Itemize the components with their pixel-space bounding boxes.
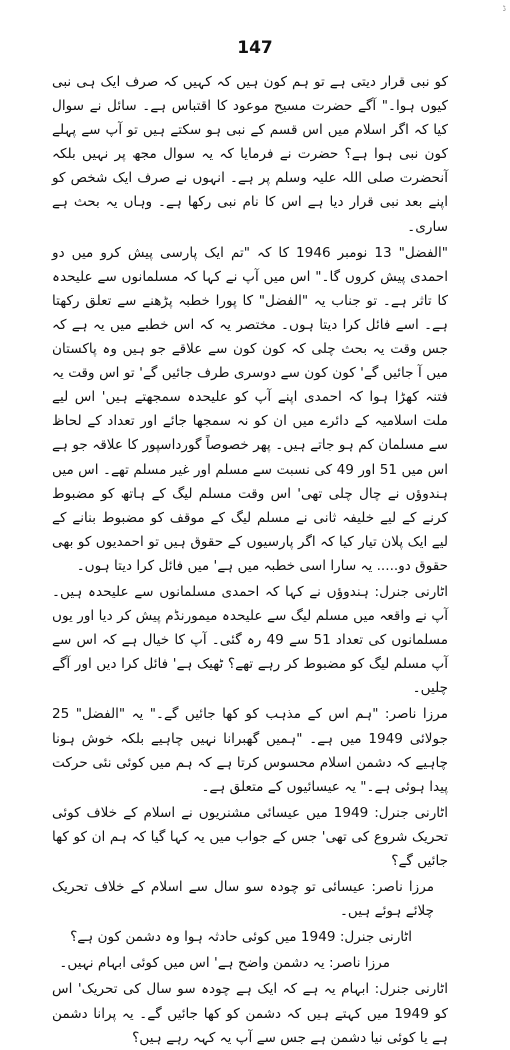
paragraph-8: مرزا ناصر: یہ دشمن واضح ہے' اس میں کوئی ابہام نہیں۔	[59, 955, 390, 972]
paragraph-1: کو نبی قرار دیتی ہے تو ہم کون ہیں کہ کہیں کہ صرف ایک ہی نبی کیوں ہوا۔" آگے حضرت مسیح موعود کا اقتباس ہے۔ سائل نے سوال کیا کہ اگر اسلام میں اس قسم کے نبی ہو سکتے ہیں تو آپ سے پہلے کون نبی ہوا ہے؟ حضرت نے فرمایا کہ یہ سوال مجھ پر نہیں بلکہ آنحضرت صلی اللہ علیہ وسلم پر ہے۔ انہوں نے صرف ایک شخص کو اپنے بعد نبی قرار دیا ہے اس کا نام نبی رکھا ہے۔ وہاں یہ بحث ہے ساری۔	[52, 74, 448, 235]
paragraph-7: اٹارنی جنرل: 1949 میں کوئی حادثہ ہوا وہ دشمن کون ہے؟	[70, 929, 412, 946]
paragraph-3: اٹارنی جنرل: ہندوؤں نے کہا کہ احمدی مسلمانوں سے علیحدہ ہیں۔ آپ نے واقعہ میں مسلم لیگ سے علیحدہ میمورنڈم پیش کر دیا اور یوں مسلمانوں کی تعداد 51 سے 49 رہ گئی۔ آپ کا خیال ہے کہ اس سے آپ مسلم لیگ کو مضبوط کر رہے تھے؟ ٹھیک ہے' فائل کرا دیں اور آگے چلیں۔	[52, 583, 449, 697]
corner-mark: ڈ	[502, 4, 506, 13]
paragraph-4: مرزا ناصر: "ہم اس کے مذہب کو کھا جائیں گے۔" یہ "الفضل" 25 جولائی 1949 میں ہے۔ "ہمیں گھبرانا نہیں چاہیے بلکہ خوش ہونا چاہیے کہ دشمن اسلام محسوس کرتا ہے کہ ہم میں کوئی نئی حرکت پیدا ہوئی ہے۔" یہ عیسائیوں کے متعلق ہے۔	[52, 706, 448, 795]
paragraph-5: اٹارنی جنرل: 1949 میں عیسائی مشنریوں نے اسلام کے خلاف کوئی تحریک شروع کی تھی' جس کے جواب میں یہ کہا گیا کہ ہم ان کو کھا جائیں گے؟	[52, 804, 448, 869]
page-number: 147	[237, 38, 273, 58]
paragraph-2: "الفضل" 13 نومبر 1946 کا کہ "تم ایک پارسی پیش کرو میں دو احمدی پیش کروں گا۔" اس میں آپ نے کہا کہ مسلمانوں سے علیحدہ کا تاثر ہے۔ تو جناب یہ "الفضل" کا پورا خطبہ پڑھنے سے تعلق رکھتا ہے۔ اسے فائل کرا دیتا ہوں۔ مختصر یہ کہ اس خطبے میں یہ ہے کہ جس وقت یہ بحث چلی کہ کون کون سے علاقے جو ہیں وہ پاکستان میں آ جائیں گے' کون کون سے دوسری طرف جائیں گے' تو اس وقت یہ فتنہ کھڑا ہوا کہ احمدی اپنے آپ کو علیحدہ سمجھتے ہیں' اس لیے ملت اسلامیہ کے دائرے میں ان کو نہ سمجھا جائے اور تعداد کے لحاظ سے مسلمان کم ہو جاتے ہیں۔ پھر خصوصاً گورداسپور کا علاقہ جو ہے اس میں 51 اور 49 کی نسبت سے مسلم اور غیر مسلم تھے۔ اس میں ہندوؤں نے چال چلی تھی' اس وقت مسلم لیگ کے ہاتھ کو مضبوط کرنے کے لیے خلیفہ ثانی نے مسلم لیگ کے موقف کو مضبوط بنانے کے لیے ایک پلان تیار کیا کہ اگر پارسیوں کے حقوق ہیں تو احمدیوں کو بھی حقوق دو..... یہ سارا اسی خطبہ میں ہے' میں فائل کرا دیتا ہوں۔	[52, 244, 448, 574]
paragraph-6: مرزا ناصر: عیسائی تو چودہ سو سال سے اسلام کے خلاف تحریک چلائے ہوئے ہیں۔	[52, 879, 434, 920]
paragraph-9: اٹارنی جنرل: ابہام یہ ہے کہ ایک ہے چودہ سو سال کی تحریک' اس کو 1949 میں کہتے ہیں کہ دشمن کو کھا جائیں گے۔ یہ پرانا دشمن ہے یا کوئی نیا دشمن ہے جس سے آپ یہ کہہ رہے ہیں؟	[52, 981, 448, 1046]
page-body	[52, 70, 464, 1050]
